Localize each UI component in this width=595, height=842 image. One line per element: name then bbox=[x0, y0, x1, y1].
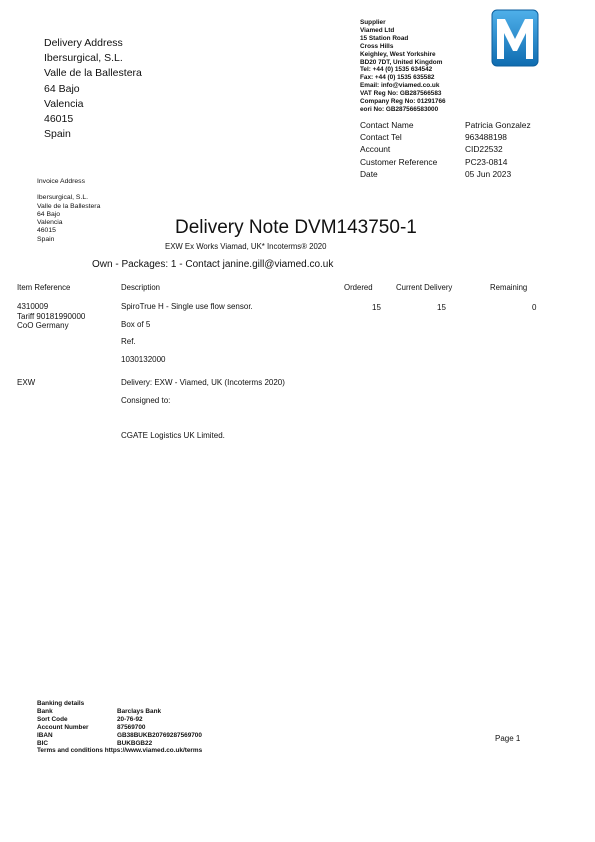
description-line: 1030132000 bbox=[121, 354, 166, 364]
invoice-address-line: Valencia bbox=[37, 219, 63, 227]
banking-value: 87569700 bbox=[117, 723, 146, 731]
supplier-line: VAT Reg No: GB287566583 bbox=[360, 90, 442, 98]
invoice-address-line: Valle de la Ballestera bbox=[37, 202, 101, 210]
table-row-2-reference bbox=[17, 378, 35, 388]
table-row-1-reference bbox=[17, 302, 85, 331]
contact-row-customer-reference bbox=[360, 156, 531, 168]
contact-row-account bbox=[360, 143, 531, 155]
invoice-address-line: Ibersurgical, S.L. bbox=[37, 194, 88, 202]
description-line: CGATE Logistics UK Limited. bbox=[121, 430, 225, 440]
banking-label: IBAN bbox=[37, 731, 53, 739]
header-ordered: Ordered bbox=[344, 283, 373, 292]
contact-value: CID22532 bbox=[465, 144, 503, 155]
supplier-email[interactable]: Email: info@viamed.co.uk bbox=[360, 82, 440, 90]
contact-label: Contact Name bbox=[360, 120, 414, 130]
delivery-address-line: Valle de la Ballestera bbox=[44, 67, 142, 80]
table-row-1-description bbox=[121, 298, 253, 368]
delivery-address-line: Ibersurgical, S.L. bbox=[44, 52, 123, 65]
contact-row-name bbox=[360, 119, 531, 131]
contact-label: Contact Tel bbox=[360, 132, 402, 143]
banking-row bbox=[37, 732, 202, 740]
description-line: Delivery: EXW - Viamed, UK (Incoterms 2020) bbox=[121, 378, 285, 387]
supplier-line: Keighley, West Yorkshire bbox=[360, 50, 436, 58]
page-number: Page 1 bbox=[495, 734, 521, 743]
banking-label: Account Number bbox=[37, 723, 89, 731]
description-line: Box of 5 bbox=[121, 319, 151, 329]
item-tariff: Tariff 90181990000 bbox=[17, 311, 86, 321]
delivery-address-line: Spain bbox=[44, 128, 71, 141]
supplier-line: 15 Station Road bbox=[360, 34, 409, 42]
terms-link[interactable]: Terms and conditions https://www.viamed.co.uk/terms bbox=[37, 747, 203, 755]
item-code: EXW bbox=[17, 378, 36, 387]
invoice-address-line: 64 Bajo bbox=[37, 210, 61, 218]
page-title: Delivery Note DVM143750-1 bbox=[175, 217, 417, 238]
header-remaining: Remaining bbox=[490, 283, 528, 292]
contact-value: PC23-0814 bbox=[465, 156, 508, 167]
item-coo: CoO Germany bbox=[17, 321, 69, 331]
banking-value: BUKBGB22 bbox=[117, 739, 153, 747]
invoice-address-heading: Invoice Address bbox=[37, 178, 85, 185]
banking-heading: Banking details bbox=[37, 700, 85, 707]
invoice-address-line: Spain bbox=[37, 235, 55, 243]
banking-label: Bank bbox=[37, 707, 53, 715]
contact-table bbox=[360, 119, 531, 180]
banking-value: GB38BUKB20769287569700 bbox=[117, 731, 202, 739]
banking-label: BIC bbox=[37, 739, 49, 747]
contact-value: 963488198 bbox=[465, 132, 507, 143]
delivery-address-line: Valencia bbox=[44, 97, 84, 110]
incoterms-line: EXW Ex Works Viamad, UK* Incoterms® 2020 bbox=[165, 242, 327, 251]
contact-label: Customer Reference bbox=[360, 156, 438, 167]
supplier-line: Viamed Ltd bbox=[360, 26, 395, 34]
ordered-value: 15 bbox=[372, 303, 381, 312]
banking-row bbox=[37, 708, 202, 716]
contact-row-tel bbox=[360, 131, 531, 143]
invoice-address-line: 46015 bbox=[37, 227, 56, 235]
header-item-reference: Item Reference bbox=[17, 283, 71, 292]
supplier-heading: Supplier bbox=[360, 19, 386, 26]
contact-label: Account bbox=[360, 144, 391, 155]
banking-row bbox=[37, 740, 202, 748]
invoice-address bbox=[37, 178, 100, 244]
description-line: Ref. bbox=[121, 337, 136, 346]
description-line bbox=[121, 409, 285, 427]
delivery-address-line: 64 Bajo bbox=[44, 82, 80, 95]
remaining-value: 0 bbox=[532, 303, 537, 312]
table-row-2-description bbox=[121, 374, 285, 444]
header-description: Description bbox=[121, 283, 160, 292]
supplier-line: Tel: +44 (0) 1535 634542 bbox=[360, 66, 433, 74]
contact-value: Patricia Gonzalez bbox=[465, 120, 531, 130]
item-code: 4310009 bbox=[17, 302, 49, 311]
banking-value: Barclays Bank bbox=[117, 707, 162, 715]
delivery-address bbox=[44, 36, 142, 142]
supplier-block bbox=[360, 19, 446, 114]
banking-details bbox=[37, 700, 202, 755]
delivery-address-line: 46015 bbox=[44, 113, 74, 126]
contact-value: 05 Jun 2023 bbox=[465, 168, 512, 179]
supplier-line: Cross Hills bbox=[360, 42, 394, 50]
contact-label: Date bbox=[360, 168, 378, 179]
current-delivery-value: 15 bbox=[437, 303, 446, 312]
packages-contact-line: Own - Packages: 1 - Contact janine.gill@viamed.co.uk bbox=[92, 259, 334, 270]
viamed-logo-icon bbox=[491, 9, 539, 67]
description-line: SpiroTrue H - Single use flow sensor. bbox=[121, 302, 253, 311]
supplier-line: Fax: +44 (0) 1535 635582 bbox=[360, 74, 435, 82]
delivery-address-heading: Delivery Address bbox=[44, 37, 123, 49]
supplier-line: Company Reg No: 01291766 bbox=[360, 98, 446, 106]
description-line: Consigned to: bbox=[121, 395, 171, 405]
contact-row-date bbox=[360, 168, 531, 180]
header-current-delivery: Current Delivery bbox=[396, 283, 453, 292]
supplier-line: BD20 7DT, United Kingdom bbox=[360, 58, 443, 66]
banking-row bbox=[37, 724, 202, 732]
banking-label: Sort Code bbox=[37, 715, 68, 723]
supplier-line: eori No: GB287566583000 bbox=[360, 105, 439, 113]
banking-value: 20-76-92 bbox=[117, 715, 143, 723]
banking-row bbox=[37, 716, 202, 724]
